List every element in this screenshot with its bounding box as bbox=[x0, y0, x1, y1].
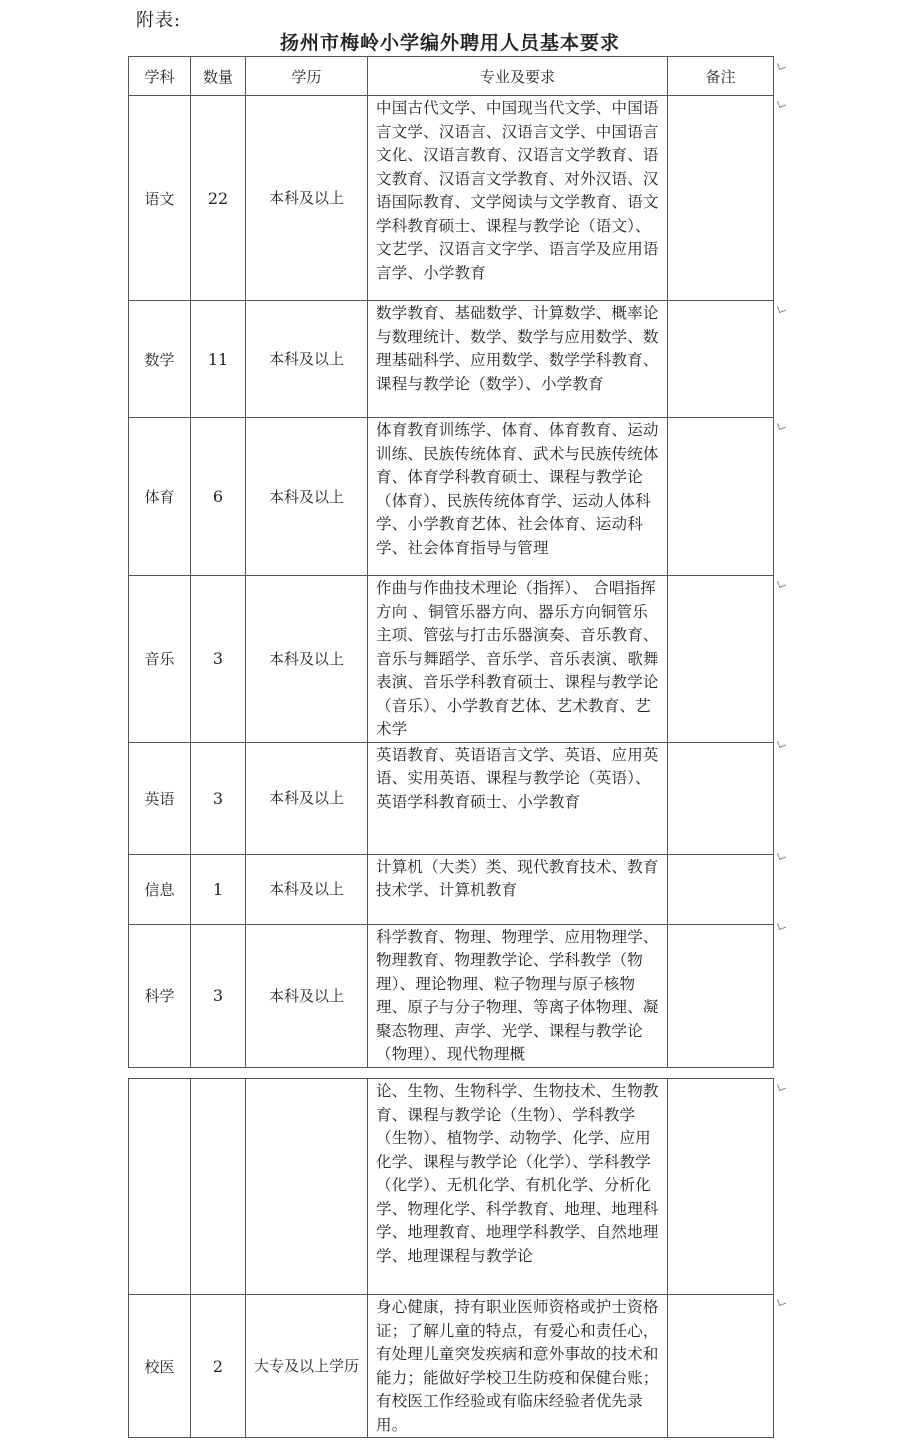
requirements-cell: 数学教育、基础数学、计算数学、概率论与数理统计、数学、数学与应用数学、数理基础科学、应用数学、数学学科教育、课程与教学论（数学）、小学教育 bbox=[368, 301, 668, 418]
subject-cell bbox=[129, 1079, 191, 1295]
requirements-table-continued bbox=[128, 1078, 774, 1438]
paragraph-mark bbox=[777, 99, 786, 108]
table-row bbox=[129, 742, 774, 854]
requirements-cell: 体育教育训练学、体育、体育教育、运动训练、民族传统体育、武术与民族传统体育、体育学科教育硕士、课程与教学论（体育）、民族传统体育学、运动人体科学、小学教育艺体、社会体育、运动科学、社会体育指导与管理 bbox=[368, 418, 668, 576]
note-cell bbox=[668, 742, 774, 854]
requirements-table bbox=[128, 56, 774, 1068]
header-subject: 学科 bbox=[129, 57, 191, 96]
education-cell: 本科及以上 bbox=[246, 301, 368, 418]
page-title: 扬州市梅岭小学编外聘用人员基本要求 bbox=[279, 32, 620, 54]
note-cell bbox=[668, 418, 774, 576]
subject-cell: 音乐 bbox=[129, 576, 191, 743]
note-cell bbox=[668, 1079, 774, 1295]
count-cell: 3 bbox=[191, 742, 246, 854]
caption: 附表: bbox=[136, 10, 182, 31]
education-cell: 本科及以上 bbox=[246, 924, 368, 1067]
subject-cell: 信息 bbox=[129, 854, 191, 924]
header-count: 数量 bbox=[191, 57, 246, 96]
table-row bbox=[129, 418, 774, 576]
requirements-cell: 英语教育、英语语言文学、英语、应用英语、实用英语、课程与教学论（英语）、英语学科教育硕士、小学教育 bbox=[368, 742, 668, 854]
paragraph-mark bbox=[777, 851, 786, 860]
paragraph-mark bbox=[777, 1297, 786, 1306]
education-cell: 本科及以上 bbox=[246, 418, 368, 576]
subject-cell: 体育 bbox=[129, 418, 191, 576]
table-row bbox=[129, 1079, 774, 1295]
table-row bbox=[129, 301, 774, 418]
count-cell: 1 bbox=[191, 854, 246, 924]
requirements-cell: 科学教育、物理、物理学、应用物理学、物理教育、物理教学论、学科教学（物理）、理论物理、粒子物理与原子核物理、原子与分子物理、等离子体物理、凝聚态物理、声学、光学、课程与教学论（物理）、现代物理概 bbox=[368, 924, 668, 1067]
education-cell: 本科及以上 bbox=[246, 96, 368, 301]
count-cell: 22 bbox=[191, 96, 246, 301]
paragraph-mark bbox=[777, 61, 786, 70]
requirements-cell: 论、生物、生物科学、生物技术、生物教育、课程与教学论（生物）、学科教学（生物）、植物学、动物学、化学、应用化学、课程与教学论（化学）、学科教学（化学）、无机化学、有机化学、分析化学、物理化学、科学教育、地理、地理科学、地理教育、地理学科教学、自然地理学、地理课程与教学论 bbox=[368, 1079, 668, 1295]
count-cell: 2 bbox=[191, 1295, 246, 1438]
note-cell bbox=[668, 1295, 774, 1438]
note-cell bbox=[668, 96, 774, 301]
header-requirements: 专业及要求 bbox=[368, 57, 668, 96]
note-cell bbox=[668, 854, 774, 924]
subject-cell: 语文 bbox=[129, 96, 191, 301]
paragraph-mark bbox=[777, 421, 786, 430]
table-row bbox=[129, 1295, 774, 1438]
note-cell bbox=[668, 576, 774, 743]
education-cell bbox=[246, 1079, 368, 1295]
education-cell: 本科及以上 bbox=[246, 854, 368, 924]
requirements-cell: 中国古代文学、中国现当代文学、中国语言文学、汉语言、汉语言文学、中国语言文化、汉语言教育、汉语言文学教育、语文教育、汉语言文学教育、对外汉语、汉语国际教育、文学阅读与文学教育、语文学科教育硕士、课程与教学论（语文）、文艺学、汉语言文字学、语言学及应用语言学、小学教育 bbox=[368, 96, 668, 301]
header-education: 学历 bbox=[246, 57, 368, 96]
requirements-cell: 作曲与作曲技术理论（指挥）、 合唱指挥方向 、铜管乐器方向、器乐方向铜管乐主项、管弦与打击乐器演奏、音乐教育、音乐与舞蹈学、音乐学、音乐表演、歌舞表演、音乐学科教育硕士、课程与教学论（音乐）、小学教育艺体、艺术教育、艺术学 bbox=[368, 576, 668, 743]
subject-cell: 校医 bbox=[129, 1295, 191, 1438]
paragraph-mark bbox=[777, 304, 786, 313]
table-row bbox=[129, 854, 774, 924]
count-cell bbox=[191, 1079, 246, 1295]
education-cell: 大专及以上学历 bbox=[246, 1295, 368, 1438]
subject-cell: 英语 bbox=[129, 742, 191, 854]
paragraph-mark bbox=[777, 921, 786, 930]
table-row bbox=[129, 576, 774, 743]
count-cell: 11 bbox=[191, 301, 246, 418]
header-note: 备注 bbox=[668, 57, 774, 96]
count-cell: 3 bbox=[191, 576, 246, 743]
requirements-cell: 计算机（大类）类、现代教育技术、教育技术学、计算机教育 bbox=[368, 854, 668, 924]
count-cell: 6 bbox=[191, 418, 246, 576]
paragraph-mark bbox=[777, 739, 786, 748]
requirements-cell: 身心健康，持有职业医师资格或护士资格证；了解儿童的特点，有爱心和责任心，有处理儿童突发疾病和意外事故的技术和能力；能做好学校卫生防疫和保健台账；有校医工作经验或有临床经验者优先录用。 bbox=[368, 1295, 668, 1438]
note-cell bbox=[668, 301, 774, 418]
education-cell: 本科及以上 bbox=[246, 576, 368, 743]
education-cell: 本科及以上 bbox=[246, 742, 368, 854]
paragraph-mark bbox=[777, 1082, 786, 1091]
table-row bbox=[129, 924, 774, 1067]
paragraph-mark bbox=[777, 579, 786, 588]
note-cell bbox=[668, 924, 774, 1067]
header-row bbox=[129, 57, 774, 96]
count-cell: 3 bbox=[191, 924, 246, 1067]
subject-cell: 科学 bbox=[129, 924, 191, 1067]
subject-cell: 数学 bbox=[129, 301, 191, 418]
table-row bbox=[129, 96, 774, 301]
